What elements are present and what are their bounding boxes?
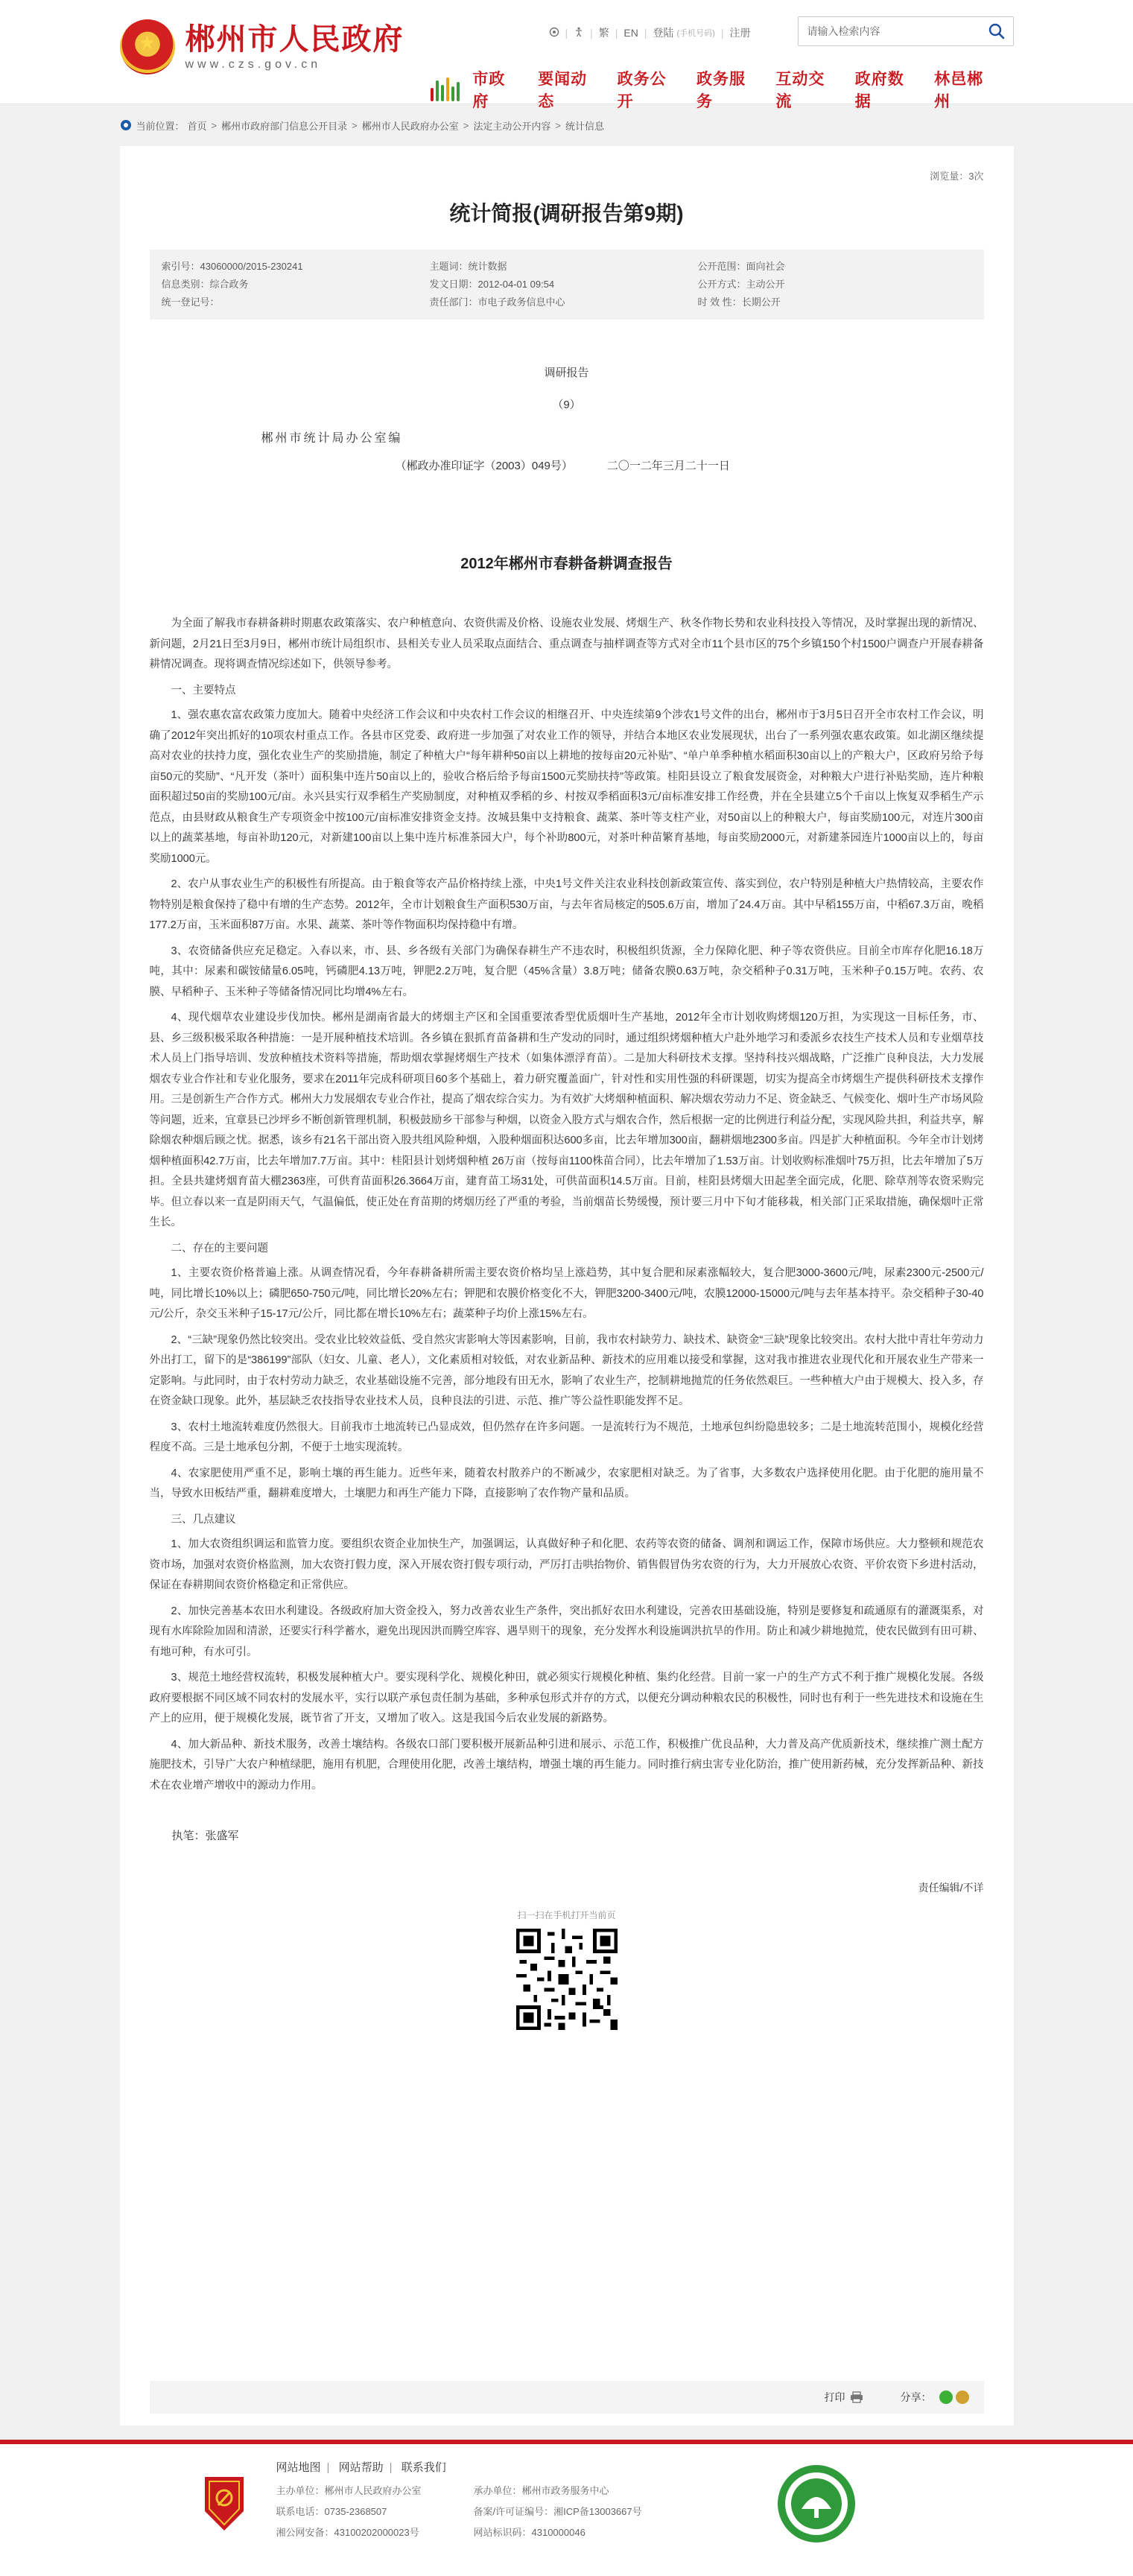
meta-date: 发文日期：2012-04-01 09:54 [429, 279, 555, 290]
nav-item-disclosure[interactable]: 政务公开 [617, 71, 667, 110]
footer-site-code: 网站标识码：4310000046 [473, 2527, 585, 2538]
footer-sponsor: 主办单位：郴州市人民政府办公室 [276, 2485, 422, 2496]
breadcrumb-directory[interactable]: 郴州市政府部门信息公开目录 [221, 120, 348, 132]
report-permit-line [150, 457, 984, 473]
nav-item-news[interactable]: 要闻动态 [538, 71, 588, 110]
print-button[interactable] [825, 2390, 863, 2405]
nav-item-interaction[interactable]: 互动交流 [775, 71, 825, 110]
paragraph: 1、强农惠农富农政策力度加大。随着中央经济工作会议和中央农村工作会议的相继召开、中央连续第9个涉农1号文件的出台，郴州市于3月5日召开全市农村工作会议，明确了2012年突出抓好的10项农村重点工作。各县市区党委、政府进一步加强了对农业工作的领导，并结合本地区农业发展现状，出台了一系列强农惠农政策。如北湖区继续提高对农业的扶持力度，强化农业生产的奖励措施，制定了种植大户“每年耕种50亩以上耕地的按每亩20元补贴”、“单户单季种植水稻面积30亩以上的产粮大户，区政府另给予每亩50元的奖励”、“凡开发（茶叶）面积集中连片50亩以上的，验收合格后给予每亩1500元奖励扶持”等政策。桂阳县设立了粮食发展资金，对种粮大户进行补贴奖励，连片种粮面积超过50亩的奖励100元/亩。永兴县实行双季稻生产奖励制度，对种植双季稻的乡、村按双季稻面积3元/亩标准安排工作经费，并在全县建立5个千亩以上恢复双季稻生产示范点，由县财政从粮食生产专项资金中按100元/亩标准安排资金支持。汝城县集中支持粮食、蔬菜、茶叶等支柱产业，对50亩以上的种粮大户，每亩奖励100元，对连片300亩以上的蔬菜基地，每亩补助120元，对新建100亩以上集中连片标准茶园大户，每个补助800元，对茶叶种苗繁育基地，每亩奖励2000元，对新建茶园连片1000亩以上的，每亩奖励1000元。 [149, 709, 984, 865]
breadcrumb-office[interactable]: 郴州市人民政府办公室 [361, 120, 459, 132]
site-title: 郴州市人民政府 [185, 23, 404, 56]
meta-category: 信息类别：综合政务 [161, 279, 249, 290]
meta-method: 公开方式：主动公开 [697, 279, 785, 290]
paragraph: 4、现代烟草农业建设步伐加快。郴州是湖南省最大的烤烟主产区和全国重要浓香型优质烟叶生产基地，2012年全市计划收购烤烟120万担，为实现这一目标任务，市、县、乡三级积极采取各种措施：一是开展种植技术培训。各乡镇在狠抓育苗备耕和生产发动的同时，通过组织烤烟种植大户赴外地学习和委派乡农技生产技术人员和专业烟草技术人员上门指导培训、发放种植技术资料等措施，帮助烟农掌握烤烟生产技术（如集体漂浮育苗）。二是加大科研技术支撑。坚持科技兴烟战略，广泛推广良种良法，大力发展烟农专业合作社和专业化服务，要求在2011年完成科研项目60多个基础上，着力研究覆盖面广，针对性和实用性强的科研课题，切实为提高全市烤烟生产提供科研技术支撑作用。三是创新生产合作方式。郴州大力发展烟农专业合作社，提高了烟农综合实力。为有效扩大烤烟种植面积、解决烟农劳动力不足、资金缺乏、气候变化、烟叶生产市场风险等问题，近来，宜章县已沙坪乡不断创新管理机制，积极鼓励乡干部参与种烟，以资金入股方式与烟农合作，然后根据一定的比例进行利益分配，实现风险共担，利益共享，解除烟农种烟后顾之忧。据悉，该乡有21名干部出资入股共组风险种烟，入股种烟面积达600多亩，比去年增加300亩，翻耕烟地2300多亩。四是扩大种植面积。今年全市计划烤烟种植面积42.7万亩，比去年增加7.7万亩。其中：桂阳县计划烤烟种植 26万亩（按每亩1100株苗合同），比去年增加了1.53万亩。计划收购标准烟叶75万担，比去年增加了5万担。全县共建烤烟育苗大棚2363座，可供育苗面积26.3664万亩，建育苗工场31处，可供苗面积14.5万亩。目前，桂阳县烤烟大田起垄全面完成，化肥、除草剂等农资采购完毕。但立春以来一直是阴雨天气，气温偏低，使正处在育苗期的烤烟历经了严重的考验，当前烟苗长势缓慢，预计要三月中下旬才能移栽，相关部门正采取措施，确保烟叶正常生长。 [149, 1012, 984, 1228]
english-link[interactable]: EN [623, 27, 638, 39]
breadcrumb-label: 当前位置： [136, 120, 185, 132]
search-box [798, 16, 1014, 46]
meta-subject: 主题词：统计数据 [429, 261, 507, 272]
login-hint: (手机号码) [676, 29, 715, 38]
share-bar [150, 2381, 984, 2414]
search-icon[interactable] [988, 22, 1006, 40]
site-url: www.czs.gov.cn [185, 58, 322, 71]
paragraph: 3、农村土地流转难度仍然很大。目前我市土地流转已凸显成效，但仍然存在许多问题。一是流转行为不规范，土地承包纠纷隐患较多；二是土地流转范围小，规模化经营程度不高。三是土地承包分割，不便于土地实现流转。 [149, 1421, 984, 1453]
national-emblem-icon [120, 19, 175, 74]
meta-code: 统一登记号： [161, 296, 220, 308]
site-footer [0, 2440, 1133, 2576]
section-heading: 三、几点建议 [171, 1513, 236, 1526]
qr-section [150, 1909, 984, 2034]
paragraph: 1、加大农资组织调运和监管力度。要组织农资企业加快生产，加强调运，认真做好种子和化肥、农药等农资的储备、调剂和调运工作，保障市场供应。大力整顿和规范农资市场，加强对农资价格监测，加大农资打假力度，深入开展农资打假专项行动，严厉打击哄抬物价、销售假冒伪劣农资的行为，大力开展放心农资、平价农资下乡进村活动，保证在春耕期间农资价格稳定和正常供应。 [149, 1538, 984, 1591]
responsible-editor: 责任编辑/不详 [918, 1882, 984, 1894]
paragraph: 2、加快完善基本农田水利建设。各级政府加大资金投入，努力改善农业生产条件，突出抓好农田水利建设，完善农田基础设施，特别是要修复和疏通原有的灌溉渠系，对现有水库除险加固和清淤，还要实行科学蓄水，避免出现因洪而腾空库容、遇旱则干的现象，充分发挥水利设施调洪抗旱的作用。防止和减少耕地抛荒，使农民做到有田可耕、有地可种，有水可引。 [149, 1605, 984, 1658]
footer-undertaker: 承办单位：郴州市政务服务中心 [473, 2485, 609, 2496]
report-date: 二〇一二年三月二十一日 [606, 460, 730, 472]
nav-item-linyi-chenzhou[interactable]: 林邑郴州 [934, 71, 984, 110]
footer-link-sitemap[interactable]: 网站地图 [276, 2461, 321, 2474]
report-heading: 2012年郴州市春耕备耕调查报告 [460, 556, 673, 572]
article-card [120, 146, 1014, 2426]
gov-site-badge-icon[interactable] [775, 2463, 857, 2545]
paragraph: 4、农家肥使用严重不足，影响土壤的再生能力。近些年来，随着农村散养户的不断减少，农家肥相对缺乏。为了省事，大多数农户选择使用化肥。由于化肥的施用量不当，导致水田板结严重，翻耕难度增大，土壤肥力和再生产能力下降，直接影响了农作物产量和品质。 [149, 1467, 984, 1500]
paragraph: 2、“三缺”现象仍然比较突出。受农业比较效益低、受自然灾害影响大等因素影响，目前，我市农村缺劳力、缺技术、缺资金“三缺”现象比较突出。农村大批中青壮年劳动力外出打工，留下的是“386199”部队（妇女、儿童、老人），文化素质相对较低，对农业新品种、新技术的应用难以接受和掌握，这对我市推进农业现代化和开展农业生产带来一定影响。与此同时，由于农村劳动力缺乏，农业基础设施不完善，部分地段有田无水，影响了农业生产，挖制耕地抛荒的任务依然艰巨。一些种植大户由于规模大、投入多，存在资金缺口现象。此外，基层缺乏农技指导农业技术人员，良种良法的引进、示范、推广等公益性职能发挥不足。 [149, 1333, 984, 1407]
page-title: 统计简报(调研报告第9期) [449, 202, 684, 225]
main-nav [429, 67, 1014, 112]
breadcrumb: 当前位置： 首页 > 郴州市政府部门信息公开目录 > 郴州市人民政府办公室 > 法定主动公开内容 > 统计信息 [120, 104, 1014, 146]
register-link[interactable]: 注册 [729, 27, 751, 39]
report-number: （9） [552, 399, 581, 411]
footer-police[interactable]: 湘公网安备：43100202000023号 [276, 2527, 419, 2538]
footer-phone: 联系电话：0735-2368507 [276, 2506, 387, 2517]
nav-item-services[interactable]: 政务服务 [696, 71, 746, 110]
footer-icp[interactable]: 备案/许可证编号：湘ICP备13003667号 [473, 2506, 642, 2517]
section-heading: 二、存在的主要问题 [171, 1242, 268, 1254]
view-count: 浏览量：3次 [930, 171, 984, 182]
location-icon [120, 119, 132, 131]
report-org: 郴州市统计局办公室编 [261, 432, 403, 445]
paragraph: 3、农资储备供应充足稳定。入春以来，市、县、乡各级有关部门为确保春耕生产不违农时，积极组织货源，全力保障化肥、种子等农资供应。目前全市库存化肥16.18万吨，其中：尿素和碳铵储量6.05吨，钙磷肥4.13万吨，钾肥2.2万吨，复合肥（45%含量）3.8万吨；储备农膜0.63万吨，杂交稻种子0.31万吨，玉米种子0.15万吨。农药、农膜、早稻种子、玉米种子等储备情况同比均增4%左右。 [149, 945, 984, 998]
nav-item-open-data[interactable]: 政府数据 [854, 71, 904, 110]
site-logo[interactable] [120, 19, 404, 74]
paragraph: 为全面了解我市春耕备耕时期惠农政策落实、农户种植意向、农资供需及价格、设施农业发展、烤烟生产、秋冬作物长势和农业科技投入等情况，及时掌握出现的新情况、新问题，2月21日至3月9日，郴州市统计局组织市、县相关专业人员采取点面结合、重点调查与抽样调查等方式对全市11个县市区的75个乡镇150个村1500户调查户开展春耕备耕情况调查。现将调查情况综述如下，供领导参考。 [149, 618, 984, 670]
article-body [150, 614, 984, 1796]
breadcrumb-statistics[interactable]: 统计信息 [565, 120, 604, 132]
search-input[interactable] [799, 17, 977, 45]
paragraph: 3、规范土地经营权流转，积极发展种植大户。要实现科学化、规模化种田，就必须实行规模化种植、集约化经营。目前一家一户的生产方式不利于推广规模化发展。各级政府要根据不同区域不同农村的发展水平，实行以联产承包责任制为基础，多种承包形式并存的方式，以便充分调动种粮农民的积极性，同时也有利于一些先进技术和设施在生产上的应用，便于规模化发展，既节省了开支，又增加了收入。这是我国今后农业发展的新路势。 [149, 1672, 984, 1725]
meta-validity: 时 效 性：长期公开 [697, 296, 781, 308]
footer-info [276, 2483, 697, 2539]
accessibility-icon[interactable] [574, 27, 584, 39]
meta-responsible: 责任部门：市电子政务信息中心 [429, 296, 565, 308]
qr-label: 扫一扫在手机打开当前页 [517, 1910, 616, 1920]
nav-decoration-icon [429, 76, 458, 103]
breadcrumb-home[interactable]: 首页 [187, 120, 207, 132]
qr-code-icon [516, 1929, 618, 2030]
top-links: | | 繁 | EN | 登陆 (手机号码) | 注册 [545, 25, 755, 40]
article-meta [150, 250, 984, 320]
meta-index-no: 索引号：43060000/2015-230241 [161, 261, 303, 272]
login-link[interactable]: 登陆 [653, 27, 674, 39]
share-label: 分享： [900, 2391, 932, 2403]
footer-link-help[interactable]: 网站帮助 [338, 2461, 384, 2474]
site-header [0, 0, 1133, 110]
paragraph: 1、主要农资价格普遍上涨。从调查情况看，今年春耕备耕所需主要农资价格均呈上涨趋势，其中复合肥和尿素涨幅较大，复合肥3000-3600元/吨，尿素2300元-2500元/吨，同比增长10%以上；磷肥650-750元/吨，同比增长20%左右；钾肥和农膜价格变化不大，钾肥3200-3400元/吨，农膜12000-15000元/吨与去年基本持平。杂交稻种子30-40元/公斤，杂交玉米种子15-17元/公斤，同比都在增长10%左右；蔬菜种子均价上涨15%左右。 [149, 1267, 984, 1320]
party-emblem-icon[interactable] [202, 2474, 247, 2534]
print-icon [850, 2391, 863, 2403]
weibo-share-icon[interactable] [956, 2391, 969, 2404]
print-label: 打印 [824, 2391, 845, 2403]
traditional-chinese-link[interactable]: 繁 [598, 27, 609, 39]
meta-scope: 公开范围：面向社会 [697, 261, 785, 272]
footer-links: 网站地图 | 网站帮助 | 联系我们 [276, 2461, 446, 2474]
section-heading: 一、主要特点 [171, 684, 236, 697]
wechat-share-icon[interactable] [939, 2391, 953, 2404]
report-permit: （郴政办准印证字（2003）049号） [395, 460, 573, 472]
footer-link-contact[interactable]: 联系我们 [401, 2461, 446, 2474]
author: 执笔：张盛军 [171, 1830, 239, 1842]
report-title: 调研报告 [544, 367, 589, 379]
paragraph: 4、加大新品种、新技术服务，改善土壤结构。各级农口部门要积极开展新品种引进和展示、示范工作，积极推广优良品种，大力普及高产优质新技术，继续推广测土配方施肥技术，引导广大农户种植绿肥，施用有机肥，合理使用化肥，改善土壤结构，增强土壤的再生能力。同时推行病虫害专业化防治，推广使用新药械，充分发挥新品种、新技术在农业增产增收中的源动力作用。 [149, 1738, 984, 1792]
paragraph: 2、农户从事农业生产的积极性有所提高。由于粮食等农产品价格持续上涨，中央1号文件关注农业科技创新政策宣传、落实到位，农户特别是种植大户热情较高，主要农作物特别是粮食保持了稳中有增的生产态势。2012年，全市计划粮食生产面积530万亩，与去年省局核定的505.6万亩，增加了24.4万亩。其中早稻155万亩，中稻67.3万亩，晚稻177.2万亩，玉米面积87万亩。水果、蔬菜、茶叶等作物面积均保持稳中有增。 [149, 878, 984, 931]
elder-mode-icon[interactable] [549, 27, 559, 39]
nav-item-city-government[interactable]: 市政府 [472, 71, 506, 110]
breadcrumb-statutory[interactable]: 法定主动公开内容 [473, 120, 551, 132]
